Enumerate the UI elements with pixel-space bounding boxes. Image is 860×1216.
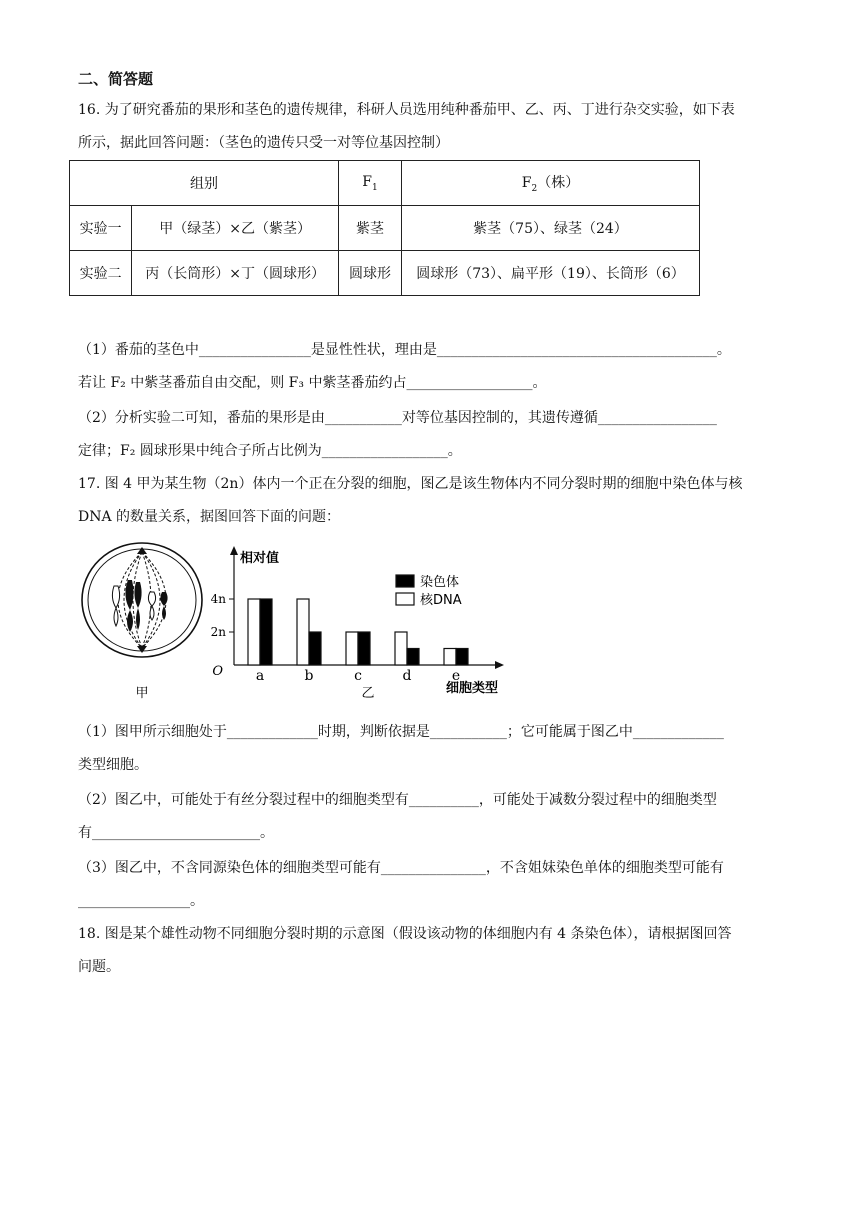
legend-swatch	[396, 575, 414, 587]
row-f1: 紫茎	[339, 206, 402, 251]
row-f1: 圆球形	[339, 251, 402, 296]
bar-chart	[211, 546, 504, 700]
bar-d-dna	[395, 632, 407, 665]
row-cross: 丙（长筒形）×丁（圆球形）	[132, 251, 339, 296]
bar-c-chromosome	[358, 632, 370, 665]
q18-line1: 18. 图是某个雄性动物不同细胞分裂时期的示意图（假设该动物的体细胞内有 4 条染色体），请根据图回答	[78, 926, 732, 942]
header-group: 组别	[70, 161, 339, 206]
row-name: 实验一	[70, 206, 132, 251]
bar-a-chromosome	[260, 599, 272, 665]
dividing-cell-diagram	[82, 543, 202, 657]
x-tick-label: d	[402, 668, 412, 684]
q17-intro-line2: DNA 的数量关系，据图回答下面的问题：	[78, 509, 341, 525]
q17-p2-line1: （2）图乙中，可能处于有丝分裂过程中的细胞类型有__________，可能处于减数分裂过程中的细胞类型	[78, 792, 717, 808]
genetics-table	[69, 160, 700, 296]
header-f1-prefix: F	[362, 173, 372, 190]
q16-p2-line1: （2）分析实验二可知，番茄的果形是由___________对等位基因控制的，其遗传遵循_________________	[78, 410, 717, 426]
q16-intro-line1: 16. 为了研究番茄的果形和茎色的遗传规律，科研人员选用纯种番茄甲、乙、丙、丁进行杂交实验，如下表	[78, 102, 735, 118]
header-f2	[402, 161, 700, 206]
y-axis-label: 相对值	[240, 551, 280, 566]
cell-caption: 甲	[135, 686, 149, 700]
x-tick-label: e	[451, 668, 461, 684]
legend-label: 染色体	[420, 575, 460, 590]
bar-a-dna	[248, 599, 260, 665]
q17-p3-line2: ________________。	[78, 893, 204, 909]
table-header-row	[70, 161, 700, 206]
bar-d-chromosome	[407, 649, 419, 666]
header-f1	[339, 161, 402, 206]
row-name: 实验二	[70, 251, 132, 296]
x-tick-label: c	[354, 668, 362, 684]
origin-label: O	[212, 664, 223, 679]
y-axis-arrow	[230, 546, 238, 555]
q18-line2: 问题。	[78, 959, 120, 975]
table-row	[70, 251, 700, 296]
q16-p1-line2: 若让 F₂ 中紫茎番茄自由交配，则 F₃ 中紫茎番茄约占__________________。	[78, 375, 547, 391]
q17-p2-line2: 有________________________。	[78, 825, 274, 841]
x-tick-label: a	[255, 668, 265, 684]
bar-e-dna	[444, 649, 456, 666]
row-f2: 圆球形（73）、扁平形（19）、长筒形（6）	[402, 251, 700, 296]
q17-p1-line1: （1）图甲所示细胞处于_____________时期，判断依据是___________；它可能属于图乙中_____________	[78, 724, 724, 740]
q16-p1-line1: （1）番茄的茎色中________________是显性性状，理由是________________________________________。	[78, 342, 731, 358]
bar-b-dna	[297, 599, 309, 665]
y-tick-label: 4n	[210, 592, 226, 606]
header-f1-sub: 1	[371, 182, 378, 193]
q16-intro-line2: 所示，据此回答问题：（茎色的遗传只受一对等位基因控制）	[78, 135, 449, 151]
y-tick-label: 2n	[210, 625, 226, 639]
header-f2-suffix: （株）	[537, 175, 580, 192]
q17-p1-line2: 类型细胞。	[78, 757, 148, 773]
legend-swatch	[396, 593, 414, 605]
header-f2-prefix: F	[521, 175, 532, 192]
x-tick-label: b	[304, 668, 314, 684]
q16-p2-line2: 定律；F₂ 圆球形果中纯合子所占比例为__________________。	[78, 443, 462, 459]
legend-label: 核DNA	[420, 593, 462, 608]
q17-intro-line1: 17. 图 4 甲为某生物（2n）体内一个正在分裂的细胞，图乙是该生物体内不同分裂时期的细胞中染色体与核	[78, 476, 743, 492]
bar-e-chromosome	[456, 649, 468, 666]
x-axis-label: 细胞类型	[446, 681, 499, 696]
x-axis-arrow	[495, 661, 504, 669]
row-cross: 甲（绿茎）×乙（紫茎）	[132, 206, 339, 251]
chart-caption: 乙	[361, 686, 375, 700]
bar-c-dna	[346, 632, 358, 665]
row-f2: 紫茎（75）、绿茎（24）	[402, 206, 700, 251]
legend	[396, 574, 462, 608]
bar-b-chromosome	[309, 632, 321, 665]
figure-cell-and-chart	[76, 540, 516, 700]
header-f2-sub: 2	[531, 183, 538, 194]
table-row	[70, 206, 700, 251]
q17-p3-line1: （3）图乙中，不含同源染色体的细胞类型可能有_______________，不含姐妹染色单体的细胞类型可能有	[78, 860, 724, 876]
section-title: 二、简答题	[78, 70, 154, 88]
